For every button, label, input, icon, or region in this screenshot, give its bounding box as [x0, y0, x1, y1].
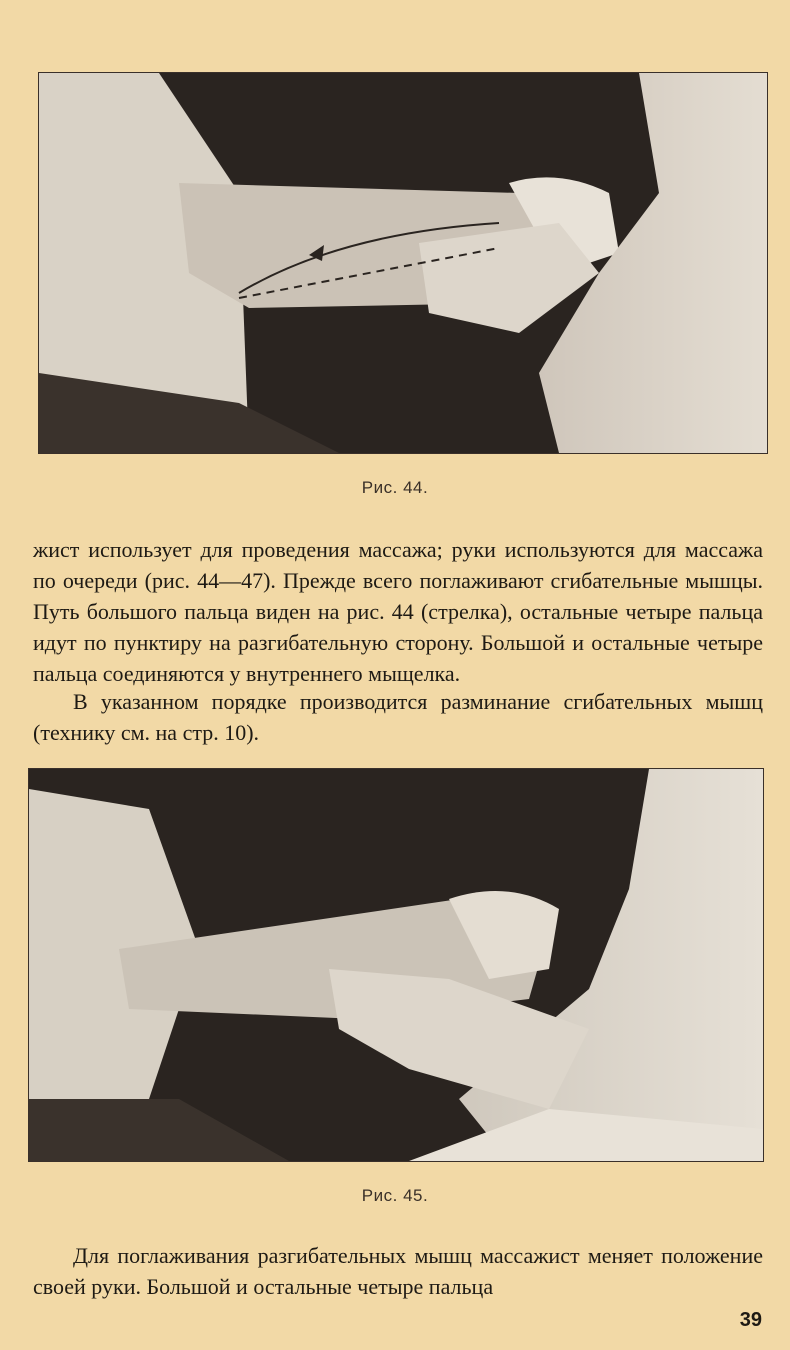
figure-45-caption: Рис. 45.	[361, 1186, 429, 1205]
page-number: 39	[739, 1309, 762, 1331]
figure-45-photo	[28, 768, 764, 1162]
massage-photo-image	[29, 769, 763, 1161]
body-paragraph-2: В указанном порядке производится разминание сгибательных мышц (технику см. на стр. 10).	[33, 689, 763, 745]
body-paragraph-1: жист использует для проведения массажа; руки используются для массажа по очереди (рис. 44—47). Прежде всего поглаживают сгибательные мышцы. Путь большого пальца виден на рис. 44 (стрелка), остальные четыре пальца идут по пунктиру на разгибательную сторону. Большой и остальные четыре пальца соединяются у внутреннего мыщелка.	[33, 537, 763, 686]
figure-44-caption: Рис. 44.	[361, 478, 429, 497]
figure-44-photo	[38, 72, 768, 454]
massage-photo-image	[39, 73, 767, 453]
body-paragraph-3: Для поглаживания разгибательных мышц массажист меняет положение своей руки. Большой и остальные четыре пальца	[33, 1243, 763, 1299]
